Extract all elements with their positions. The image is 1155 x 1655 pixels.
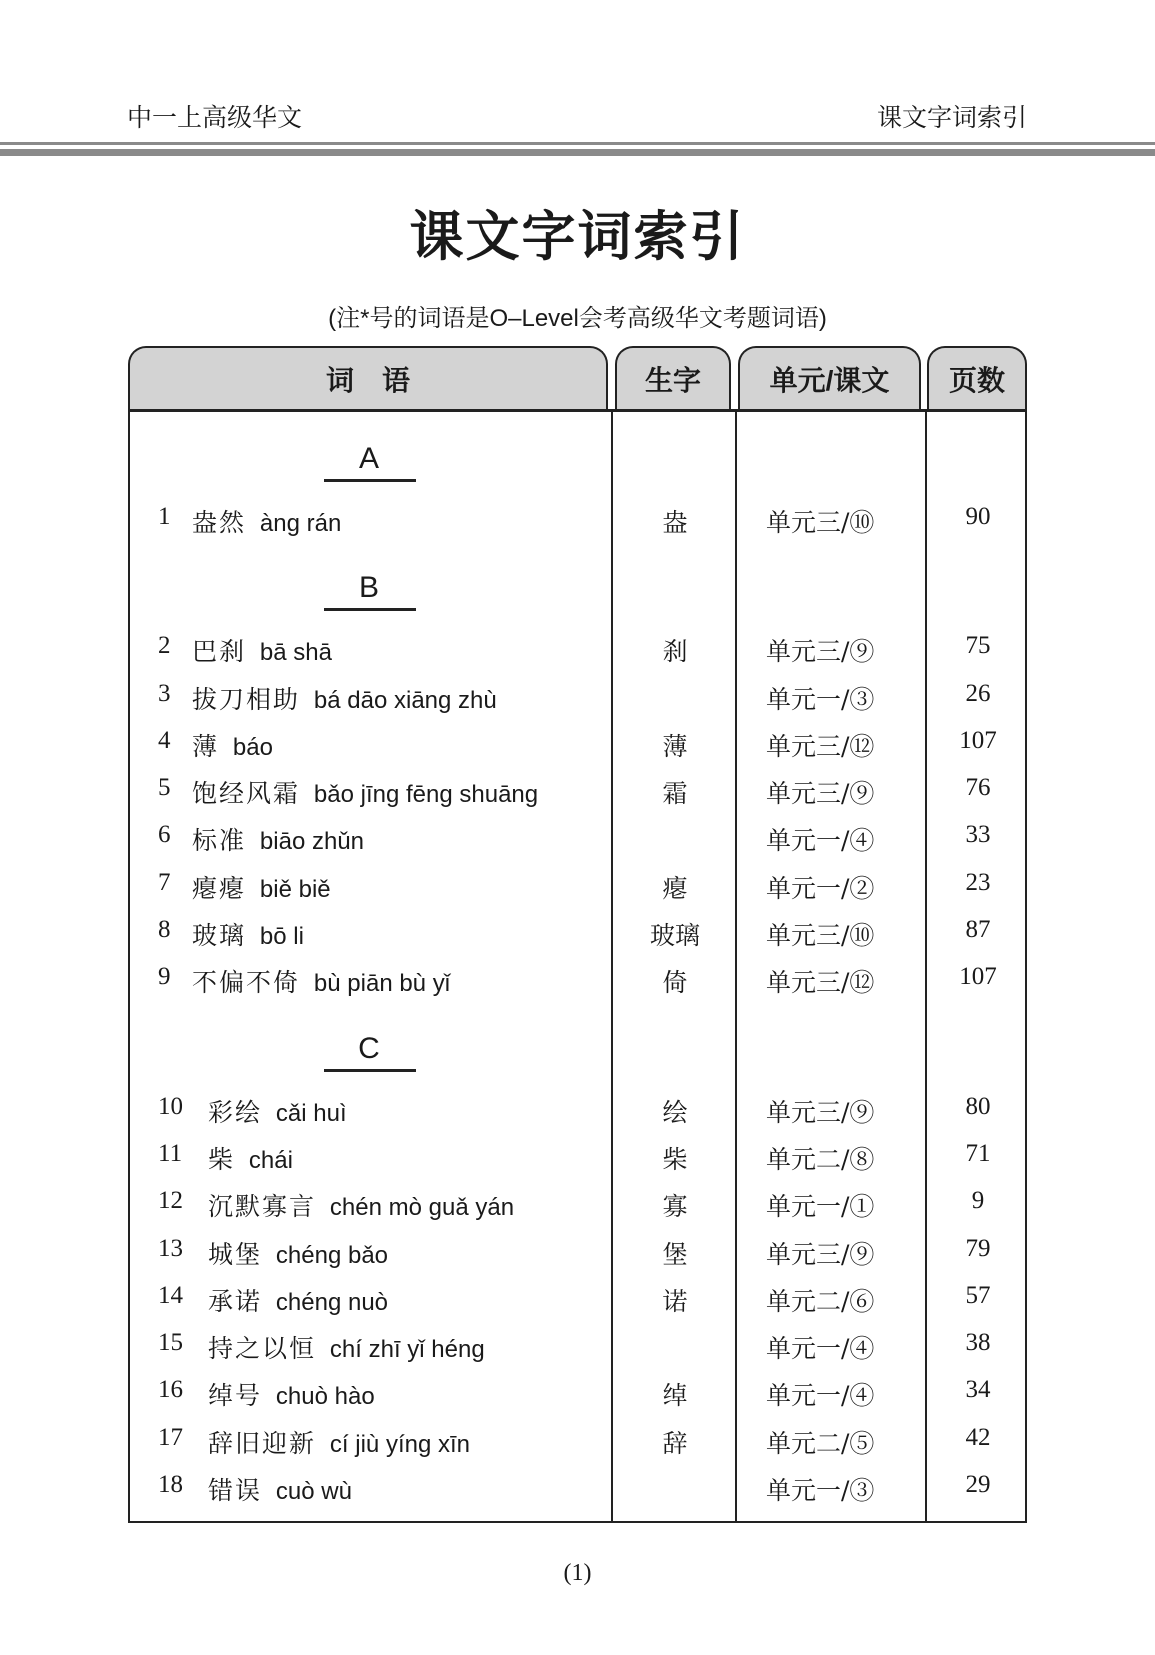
entry-page: 87 [965,916,991,944]
entry-word-cell [208,1329,485,1365]
entry-word-cell [208,1282,388,1318]
section-header [130,1002,1025,1084]
entry-pinyin: cí jiù yíng xīn [329,1430,470,1458]
entry-pinyin: bù piān bù yǐ [313,970,451,998]
entry-unit-lesson: 单元一/③ [766,1476,875,1506]
entry-page: 79 [965,1234,991,1262]
entry-new-char: 薄 [662,731,688,761]
entry-new-char: 盎 [662,508,688,537]
entry-word-cell [192,680,497,716]
entry-page: 57 [965,1281,991,1309]
page-title: 课文字词索引 [409,207,746,267]
column-header-label: 单元/课文 [769,364,890,396]
running-header-left: 中一上高级华文 [127,104,303,132]
entry-page: 23 [965,868,991,896]
entry-unit-lesson: 单元二/⑧ [766,1144,875,1174]
entry-pinyin: chéng nuò [275,1288,389,1316]
entry-word: 辞旧迎新 [208,1428,317,1458]
entry-page: 90 [965,503,991,530]
section-underline [324,1069,416,1072]
entry-word-cell [208,1140,293,1176]
entry-word: 彩绘 [208,1097,263,1127]
entry-word: 玻璃 [192,921,247,951]
entry-new-char: 诺 [662,1286,688,1316]
entry-word-cell [192,774,538,810]
table-row [130,907,1025,954]
column-header-label: 词 语 [325,364,410,396]
entry-number: 3 [158,679,171,707]
column-header-unit-lesson [738,346,921,409]
table-row [130,1178,1025,1225]
entry-page: 76 [965,774,991,802]
entry-word: 持之以恒 [208,1334,317,1364]
column-header-page [927,346,1027,409]
entry-number: 1 [158,503,171,530]
entry-unit-lesson: 单元三/⑫ [766,731,875,761]
entry-page: 34 [965,1376,991,1404]
entry-new-char: 寡 [662,1192,688,1222]
entry-new-char: 霜 [662,779,688,809]
entry-number: 8 [158,916,171,944]
entry-word-cell [208,1093,347,1129]
header-rule-thick [0,149,1155,156]
entry-word: 标准 [192,826,247,856]
entry-word: 城堡 [208,1239,263,1269]
entry-number: 15 [158,1329,183,1357]
entry-number: 9 [158,963,171,991]
entry-word: 拔刀相助 [192,684,301,714]
entry-number: 4 [158,726,171,754]
table-row [130,1084,1025,1131]
column-header-word [128,346,608,409]
section-header [130,412,1025,494]
section-letter: C [358,1031,380,1065]
entry-word-cell [192,916,304,952]
entry-unit-lesson: 单元三/⑩ [766,508,875,537]
entry-page: 38 [965,1329,991,1357]
entry-number: 10 [158,1092,183,1120]
entry-unit-lesson: 单元二/⑤ [766,1428,875,1458]
entry-page: 42 [965,1423,991,1451]
index-table-body [128,412,1027,1523]
entry-word-cell [192,963,450,999]
table-row [130,671,1025,718]
table-row [130,954,1025,1001]
entry-page: 80 [965,1092,991,1120]
entry-new-char: 玻璃 [649,921,700,951]
entry-pinyin: báo [232,733,273,761]
table-row [130,623,1025,670]
entry-word-cell [192,632,332,668]
entry-word: 巴刹 [192,637,247,667]
section-letter: A [358,442,379,475]
entry-unit-lesson: 单元三/⑨ [766,1239,875,1269]
column-header-new-char [615,346,731,409]
entry-unit-lesson: 单元一/② [766,873,875,903]
entry-word: 薄 [192,731,220,761]
note: (注*号的词语是O–Level会考高级华文考题词语) [328,305,827,332]
entry-new-char: 倚 [662,968,688,998]
table-row [130,860,1025,907]
entry-pinyin: chí zhī yǐ héng [329,1336,485,1364]
entry-pinyin: cǎi huì [275,1099,347,1127]
entry-number: 12 [158,1187,183,1215]
entry-pinyin: bā shā [259,639,332,667]
entry-number: 14 [158,1281,183,1309]
entry-word: 不偏不倚 [192,968,301,998]
table-row [130,1320,1025,1367]
entry-pinyin: bǎo jīng fēng shuāng [313,781,539,809]
entry-number: 5 [158,774,171,802]
entry-pinyin: chéng bǎo [275,1241,389,1269]
table-row [130,1367,1025,1414]
entry-word-cell [208,1235,388,1271]
entry-pinyin: cuò wù [275,1478,352,1506]
entry-page: 26 [965,679,991,707]
entry-page: 9 [971,1187,985,1215]
running-header-right: 课文字词索引 [876,104,1027,132]
entry-new-char: 瘪 [662,873,688,903]
index-rows [130,412,1025,1509]
entry-unit-lesson: 单元一/③ [766,684,875,714]
entry-new-char: 堡 [662,1239,688,1269]
table-row [130,718,1025,765]
entry-new-char: 绘 [662,1097,688,1127]
entry-page: 33 [965,821,991,849]
page-number: (1) [563,1560,592,1586]
entry-unit-lesson: 单元三/⑩ [766,921,875,951]
entry-pinyin: bá dāo xiāng zhù [313,686,497,714]
entry-number: 2 [158,632,171,660]
entry-word: 承诺 [208,1286,263,1316]
section-header [130,541,1025,623]
column-header-label: 页数 [948,364,1005,396]
entry-pinyin: chái [248,1146,293,1174]
entry-number: 11 [158,1139,183,1167]
entry-new-char: 柴 [662,1144,688,1174]
entry-number: 17 [158,1423,183,1451]
entry-page: 29 [965,1471,991,1499]
table-row [130,494,1025,541]
entry-new-char: 绰 [662,1381,688,1411]
entry-number: 18 [158,1471,183,1499]
table-row [130,1226,1025,1273]
entry-word-cell [208,1471,352,1507]
entry-word-cell [192,869,331,905]
entry-word: 错误 [208,1476,263,1506]
entry-page: 75 [965,632,991,660]
entry-pinyin: chuò hào [275,1383,375,1411]
entry-word-cell [192,821,364,857]
entry-unit-lesson: 单元一/④ [766,1381,875,1411]
entry-word-cell [192,503,341,539]
entry-word-cell [192,727,273,763]
entry-unit-lesson: 单元一/① [766,1192,875,1222]
entry-pinyin: chén mò guǎ yán [329,1194,515,1222]
entry-pinyin: biāo zhǔn [259,828,365,856]
entry-unit-lesson: 单元一/④ [766,826,875,856]
entry-number: 13 [158,1234,183,1262]
entry-unit-lesson: 单元一/④ [766,1334,875,1364]
entry-number: 7 [158,868,171,896]
header-rule-thin [0,142,1155,145]
table-row [130,1462,1025,1509]
entry-unit-lesson: 单元三/⑨ [766,779,875,809]
entry-word: 绰号 [208,1381,263,1411]
entry-word: 沉默寡言 [208,1192,317,1222]
table-row [130,1131,1025,1178]
entry-new-char: 辞 [662,1428,688,1458]
entry-unit-lesson: 单元三/⑨ [766,637,875,667]
section-underline [324,608,416,611]
column-header-label: 生字 [644,364,701,396]
entry-number: 16 [158,1376,183,1404]
table-row [130,1415,1025,1462]
entry-unit-lesson: 单元三/⑨ [766,1097,875,1127]
entry-word: 饱经风霜 [192,779,301,809]
entry-word-cell [208,1424,470,1460]
entry-word: 瘪瘪 [192,873,247,903]
entry-word-cell [208,1376,375,1412]
entry-word: 盎然 [192,508,247,537]
entry-new-char: 刹 [662,637,688,667]
entry-pinyin: àng rán [259,510,342,537]
table-row [130,1273,1025,1320]
entry-page: 107 [959,726,997,754]
entry-page: 71 [965,1139,991,1167]
entry-unit-lesson: 单元二/⑥ [766,1286,875,1316]
entry-unit-lesson: 单元三/⑫ [766,968,875,998]
table-row [130,765,1025,812]
entry-number: 6 [158,821,171,849]
section-letter: B [358,571,379,605]
entry-word-cell [208,1187,514,1223]
section-underline [324,479,416,482]
table-row [130,812,1025,859]
entry-pinyin: biě biě [259,875,331,903]
entry-page: 107 [959,963,997,991]
entry-word: 柴 [208,1144,236,1174]
entry-pinyin: bō li [259,923,304,951]
